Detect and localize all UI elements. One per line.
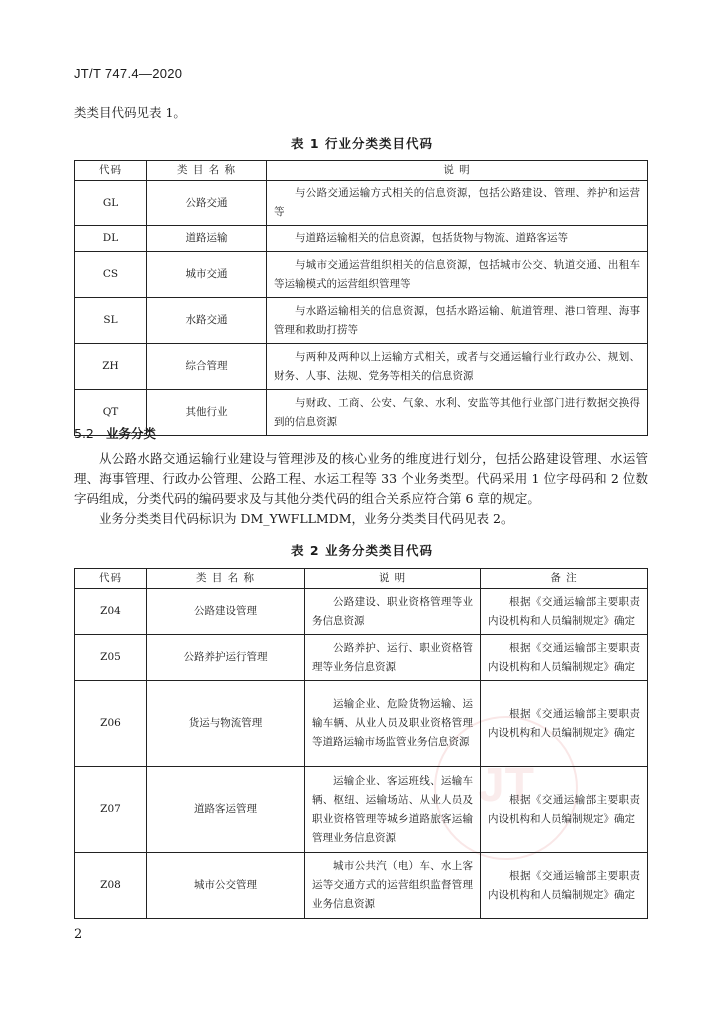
note-cell: 根据《交通运输部主要职责内设机构和人员编制规定》确定 — [481, 589, 648, 635]
code-cell: QT — [75, 390, 147, 436]
code-cell: CS — [75, 252, 147, 298]
code-cell: Z04 — [75, 589, 147, 635]
table-row — [75, 853, 648, 919]
desc-cell: 与城市交通运营组织相关的信息资源，包括城市公交、轨道交通、出租车等运输模式的运营组织管理等 — [267, 252, 648, 298]
table-row — [75, 298, 648, 344]
column-header: 类 目 名 称 — [147, 161, 267, 181]
column-header: 类 目 名 称 — [147, 569, 305, 589]
column-header: 备 注 — [481, 569, 648, 589]
code-cell: DL — [75, 226, 147, 252]
desc-cell: 运输企业、客运班线、运输车辆、枢纽、运输场站、从业人员及职业资格管理等城乡道路旅客运输管理业务信息资源 — [305, 767, 481, 853]
table1-caption: 表 1 行业分类类目代码 — [291, 136, 433, 151]
section-number: 5.2 — [74, 426, 94, 441]
note-cell: 根据《交通运输部主要职责内设机构和人员编制规定》确定 — [481, 635, 648, 681]
desc-cell: 公路建设、职业资格管理等业务信息资源 — [305, 589, 481, 635]
desc-cell: 与水路运输相关的信息资源，包括水路运输、航道管理、港口管理、海事管理和救助打捞等 — [267, 298, 648, 344]
table-row — [75, 635, 648, 681]
column-header: 代码 — [75, 569, 147, 589]
code-cell: Z08 — [75, 853, 147, 919]
table-row — [75, 767, 648, 853]
column-header: 代码 — [75, 161, 147, 181]
business-code-table — [74, 568, 648, 919]
table-header-row — [75, 569, 648, 589]
table-row — [75, 181, 648, 226]
intro-text: 类类目代码见表 1。 — [74, 105, 186, 120]
name-cell: 水路交通 — [147, 298, 267, 344]
watermark-text: JT — [477, 759, 534, 812]
name-cell: 城市公交管理 — [147, 853, 305, 919]
name-cell: 货运与物流管理 — [147, 681, 305, 767]
name-cell: 公路养护运行管理 — [147, 635, 305, 681]
name-cell: 公路建设管理 — [147, 589, 305, 635]
table-row — [75, 226, 648, 252]
code-cell: Z05 — [75, 635, 147, 681]
desc-cell: 与公路交通运输方式相关的信息资源，包括公路建设、管理、养护和运营等 — [267, 181, 648, 226]
desc-cell: 与财政、工商、公安、气象、水利、安监等其他行业部门进行数据交换得到的信息资源 — [267, 390, 648, 436]
page-number: 2 — [74, 927, 83, 942]
code-cell: GL — [75, 181, 147, 226]
name-cell: 综合管理 — [147, 344, 267, 390]
section-heading — [74, 424, 156, 442]
table-row — [75, 252, 648, 298]
code-cell: ZH — [75, 344, 147, 390]
code-cell: SL — [75, 298, 147, 344]
note-cell: 根据《交通运输部主要职责内设机构和人员编制规定》确定 — [481, 853, 648, 919]
name-cell: 道路运输 — [147, 226, 267, 252]
section-paragraph: 业务分类类目代码标识为 DM_YWFLLMDM，业务分类类目代码见表 2。 — [99, 511, 514, 526]
table-row — [75, 390, 648, 436]
desc-cell: 运输企业、危险货物运输、运输车辆、从业人员及职业资格管理等道路运输市场监管业务信息资源 — [305, 681, 481, 767]
desc-cell: 与道路运输相关的信息资源，包括货物与物流、道路客运等 — [267, 226, 648, 252]
name-cell: 其他行业 — [147, 390, 267, 436]
note-cell: 根据《交通运输部主要职责内设机构和人员编制规定》确定 — [481, 681, 648, 767]
code-cell: Z06 — [75, 681, 147, 767]
table-row — [75, 681, 648, 767]
desc-cell: 城市公共汽（电）车、水上客运等交通方式的运营组织监督管理业务信息资源 — [305, 853, 481, 919]
section-title: 业务分类 — [105, 426, 156, 441]
section-paragraph: 从公路水路交通运输行业建设与管理涉及的核心业务的维度进行划分，包括公路建设管理、水运管理、海事管理、行政办公管理、公路工程、水运工程等 33 个业务类型。代码采用 1 位字母码和 2 位数字码组成，分类代码的编码要求及与其他分类代码的组合关系应符合第 6 章的规定。 — [74, 451, 648, 506]
name-cell: 公路交通 — [147, 181, 267, 226]
industry-code-table — [74, 160, 648, 436]
desc-cell: 公路养护、运行、职业资格管理等业务信息资源 — [305, 635, 481, 681]
name-cell: 城市交通 — [147, 252, 267, 298]
table2-caption: 表 2 业务分类类目代码 — [291, 543, 433, 558]
table-row — [75, 589, 648, 635]
note-cell: 根据《交通运输部主要职责内设机构和人员编制规定》确定 — [481, 767, 648, 853]
code-cell: Z07 — [75, 767, 147, 853]
name-cell: 道路客运管理 — [147, 767, 305, 853]
table-row — [75, 344, 648, 390]
standard-number: JT/T 747.4—2020 — [74, 66, 183, 81]
desc-cell: 与两种及两种以上运输方式相关，或者与交通运输行业行政办公、规划、财务、人事、法规、党务等相关的信息资源 — [267, 344, 648, 390]
column-header: 说 明 — [267, 161, 648, 181]
table-header-row — [75, 161, 648, 181]
column-header: 说 明 — [305, 569, 481, 589]
